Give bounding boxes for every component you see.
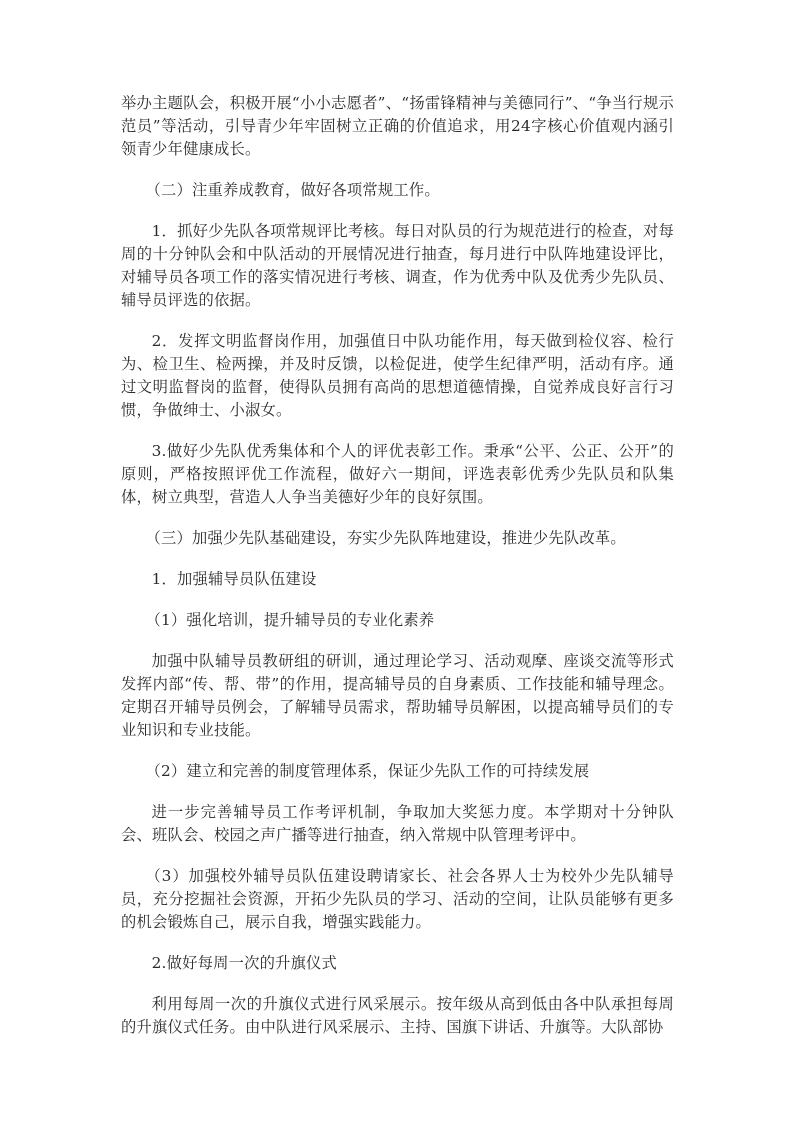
paragraph-civilization-supervision: 2．发挥文明监督岗作用，加强值日中队功能作用，每天做到检仪容、检行为、检卫生、检两操，并及时反馈，以检促进，使学生纪律严明，活动有序。通过文明监督岗的监督，使得队员拥有高尚的思想道德情操，自觉养成良好言行习惯，争做绅士、小淑女。 [121,332,674,419]
section-heading-3: （三）加强少先队基础建设，夯实少先队阵地建设，推进少先队改革。 [145,529,626,547]
paragraph-external-counselors: （3）加强校外辅导员队伍建设聘请家长、社会各界人士为校外少先队辅导员，充分挖掘社会资源，开拓少先队员的学习、活动的空间，让队员能够有更多的机会锻炼自己，展示自我，增强实践能力。 [121,867,674,931]
paragraph-flag-ceremony-detail: 利用每周一次的升旗仪式进行风采展示。按年级从高到低由各中队承担每周的升旗仪式任务。由中队进行风采展示、主持、国旗下讲话、升旗等。大队部协 [121,995,674,1036]
subheading-training: （1）强化培训，提升辅导员的专业化素养 [145,611,435,629]
paragraph-training-detail: 加强中队辅导员教研组的研训，通过理论学习、活动观摩、座谈交流等形式发挥内部“传、帮、带”的作用，提高辅导员的自身素质、工作技能和辅导理念。定期召开辅导员例会，了解辅导员需求，帮助辅导员解困，以提高辅导员们的专业知识和专业技能。 [121,652,674,739]
paragraph-evaluation-mechanism: 进一步完善辅导员工作考评机制，争取加大奖惩力度。本学期对十分钟队会、班队会、校园之声广播等进行抽查，纳入常规中队管理考评中。 [121,803,674,844]
document-page [121,92,674,1057]
subheading-management-system: （2）建立和完善的制度管理体系，保证少先队工作的可持续发展 [145,762,590,780]
paragraph-theme-activities: 举办主题队会，积极开展“小小志愿者”、“扬雷锋精神与美德同行”、“争当行规示范员”等活动，引导青少年牢固树立正确的价值追求，用24字核心价值观内涵引领青少年健康成长。 [121,94,674,158]
section-heading-2: （二）注重养成教育，做好各项常规工作。 [145,181,440,199]
paragraph-award-selection: 3.做好少先队优秀集体和个人的评优表彰工作。秉承“公平、公正、公开”的原则，严格按照评优工作流程，做好六一期间，评选表彰优秀少先队员和队集体，树立典型，营造人人争当美德好少年的良好氛围。 [121,442,674,506]
paragraph-routine-evaluation: 1．抓好少先队各项常规评比考核。每日对队员的行为规范进行的检查，对每周的十分钟队会和中队活动的开展情况进行抽查，每月进行中队阵地建设评比，对辅导员各项工作的落实情况进行考核、调查，作为优秀中队及优秀少先队员、辅导员评选的依据。 [121,222,674,309]
subheading-flag-ceremony: 2.做好每周一次的升旗仪式 [151,954,338,972]
subheading-counselor-team: 1．加强辅导员队伍建设 [151,570,317,588]
